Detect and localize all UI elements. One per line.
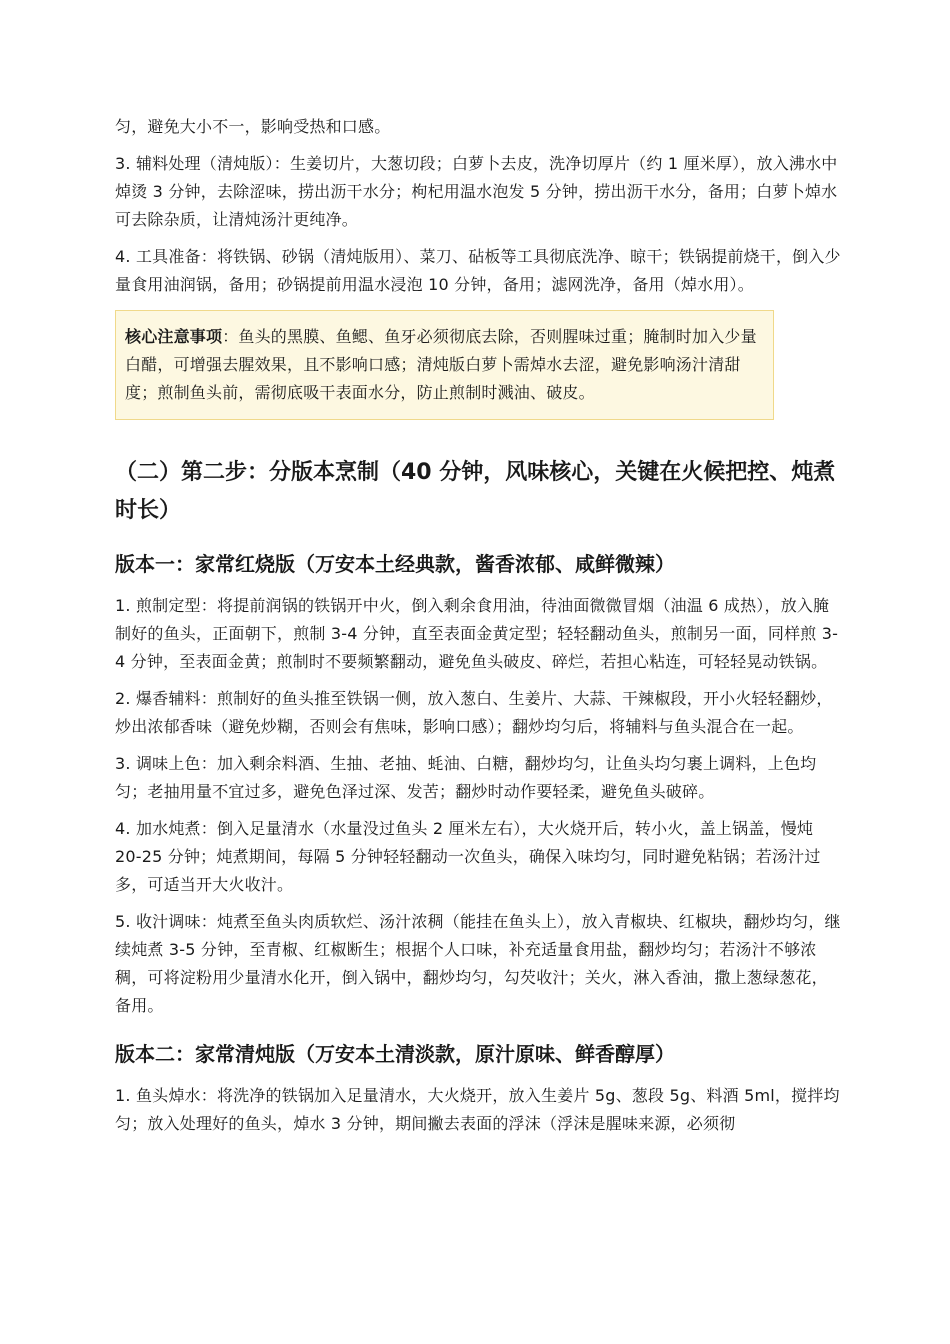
paragraph-intro-0: 匀，避免大小不一，影响受热和口感。 <box>115 117 391 136</box>
version2-step-1: 1. 鱼头焯水：将洗净的铁锅加入足量清水，大火烧开，放入生姜片 5g、葱段 5g、料酒 5ml，搅拌均匀；放入处理好的鱼头，焯水 3 分钟，期间撇去表面的浮沫（浮沫是腥味来源，必须彻 <box>115 1086 840 1133</box>
paragraph-intro-2: 4. 工具准备：将铁锅、砂锅（清炖版用）、菜刀、砧板等工具彻底洗净、晾干；铁锅提前烧干，倒入少量食用油润锅，备用；砂锅提前用温水浸泡 10 分钟，备用；滤网洗净，备用（焯水用）。 <box>115 247 841 294</box>
key-notes-box <box>115 310 774 420</box>
version1-step-2: 2. 爆香辅料：煎制好的鱼头推至铁锅一侧，放入葱白、生姜片、大蒜、干辣椒段，开小火轻轻翻炒，炒出浓郁香味（避免炒糊，否则会有焦味，影响口感）；翻炒均匀后，将辅料与鱼头混合在一起。 <box>115 689 833 736</box>
version1-step-5: 5. 收汁调味：炖煮至鱼头肉质软烂、汤汁浓稠（能挂在鱼头上），放入青椒块、红椒块，翻炒均匀，继续炖煮 3-5 分钟，至青椒、红椒断生；根据个人口味，补充适量食用盐，翻炒均匀；若汤汁不够浓稠，可将淀粉用少量清水化开，倒入锅中，翻炒均匀，勾芡收汁；关火，淋入香油，撒上葱绿葱花，备用。 <box>115 912 841 1015</box>
key-notes-text: ：鱼头的黑膜、鱼鳃、鱼牙必须彻底去除，否则腥味过重；腌制时加入少量白醋，可增强去腥效果，且不影响口感；清炖版白萝卜需焯水去涩，避免影响汤汁清甜度；煎制鱼头前，需彻底吸干表面水分，防止煎制时溅油、破皮。 <box>125 327 757 402</box>
version2-title: 版本二：家常清炖版（万安本土清淡款，原汁原味、鲜香醇厚） <box>115 1042 675 1066</box>
key-notes-label: 核心注意事项 <box>125 327 223 346</box>
version1-step-3: 3. 调味上色：加入剩余料酒、生抽、老抽、蚝油、白糖，翻炒均匀，让鱼头均匀裹上调料，上色均匀；老抽用量不宜过多，避免色泽过深、发苦；翻炒时动作要轻柔，避免鱼头破碎。 <box>115 754 817 801</box>
version1-step-4: 4. 加水炖煮：倒入足量清水（水量没过鱼头 2 厘米左右），大火烧开后，转小火，盖上锅盖，慢炖 20-25 分钟；炖煮期间，每隔 5 分钟轻轻翻动一次鱼头，确保入味均匀，同时避免粘锅；若汤汁过多，可适当开大火收汁。 <box>115 819 821 894</box>
paragraph-intro-1: 3. 辅料处理（清炖版）：生姜切片，大葱切段；白萝卜去皮，洗净切厚片（约 1 厘米厚），放入沸水中焯烫 3 分钟，去除涩味，捞出沥干水分；枸杞用温水泡发 5 分钟，捞出沥干水分，备用；白萝卜焯水可去除杂质，让清炖汤汁更纯净。 <box>115 154 838 229</box>
version1-title: 版本一：家常红烧版（万安本土经典款，酱香浓郁、咸鲜微辣） <box>115 552 675 576</box>
section-title: （二）第二步：分版本烹制（40 分钟，风味核心，关键在火候把控、炖煮时长） <box>115 460 836 523</box>
version1-step-1: 1. 煎制定型：将提前润锅的铁锅开中火，倒入剩余食用油，待油面微微冒烟（油温 6 成热），放入腌制好的鱼头，正面朝下，煎制 3-4 分钟，直至表面金黄定型；轻轻翻动鱼头，煎制另一面，同样煎 3-4 分钟，至表面金黄；煎制时不要频繁翻动，避免鱼头破皮、碎烂，若担心粘连，可轻轻晃动铁锅。 <box>115 596 839 671</box>
